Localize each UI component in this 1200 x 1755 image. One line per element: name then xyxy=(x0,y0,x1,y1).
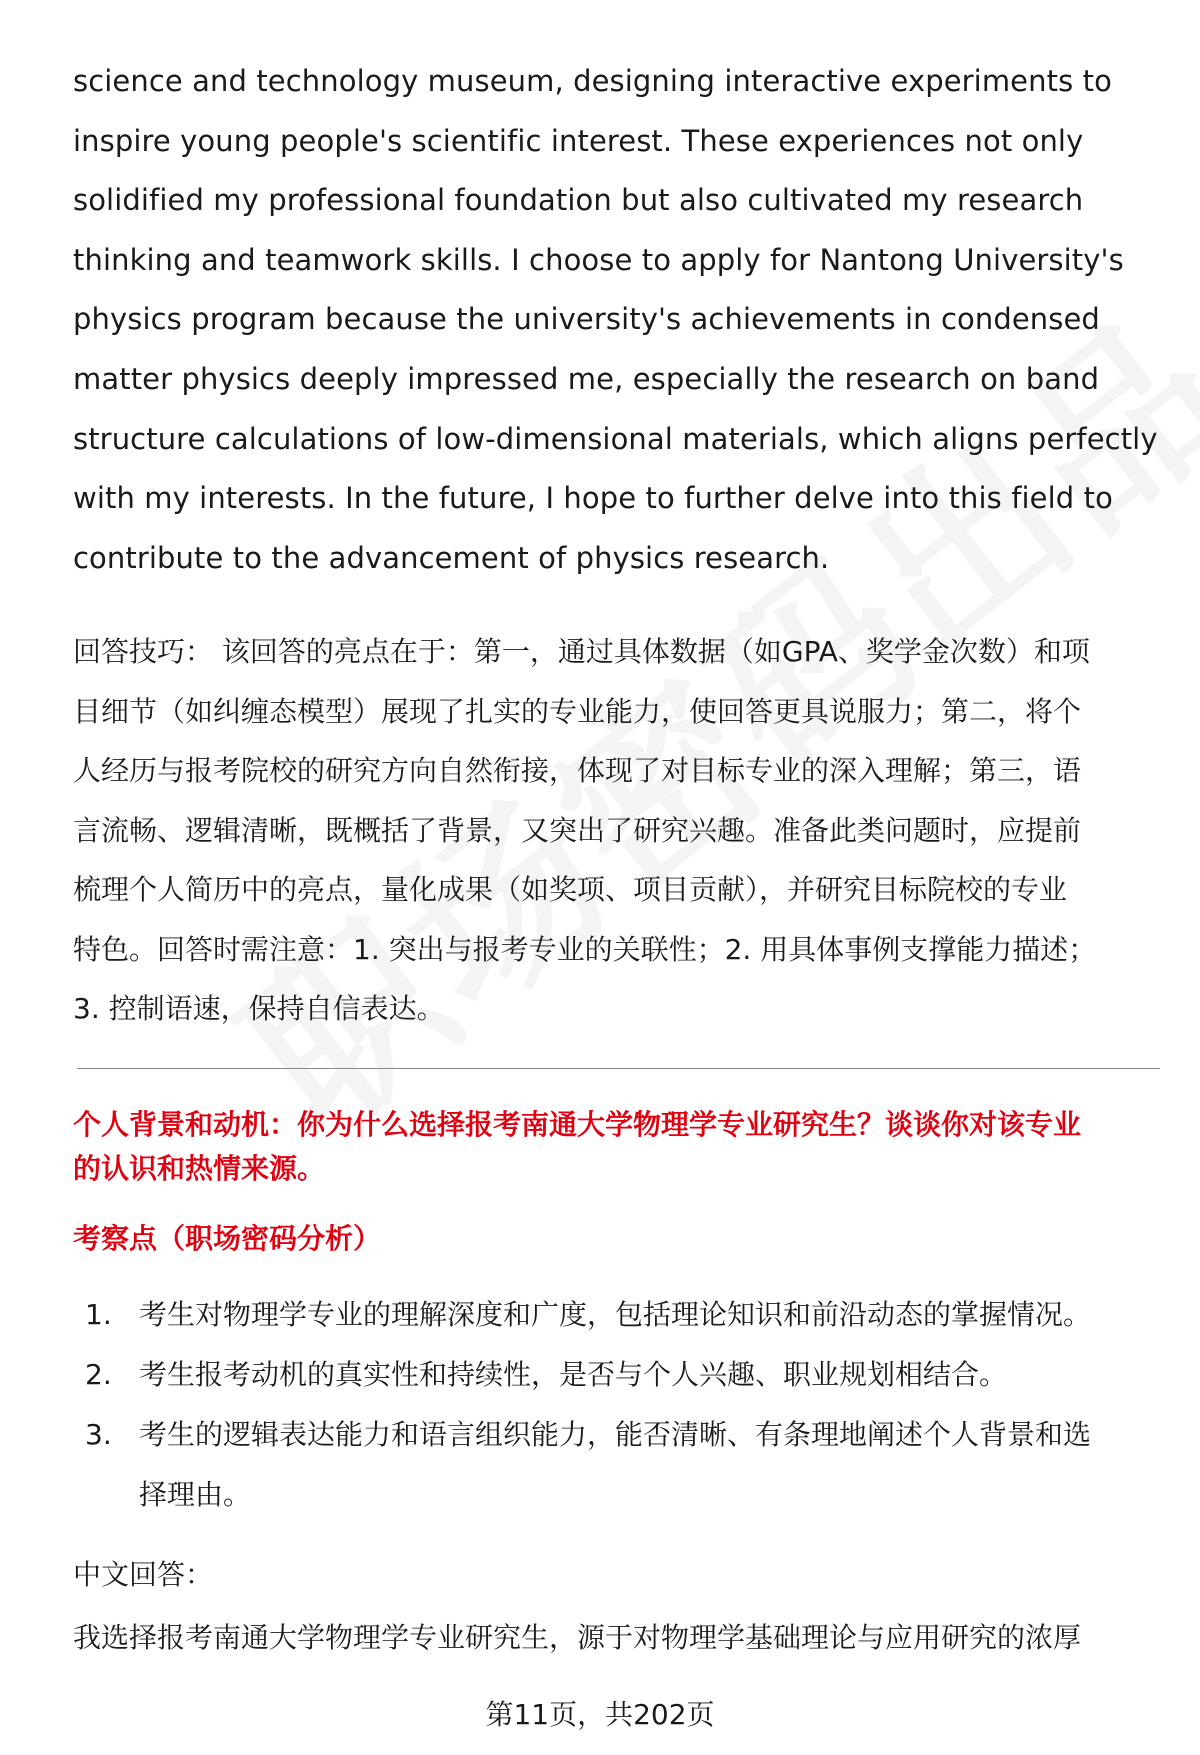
chinese-answer-text: 我选择报考南通大学物理学专业研究生，源于对物理学基础理论与应用研究的浓厚 xyxy=(73,1620,1082,1654)
list-number: 3. xyxy=(85,1417,112,1451)
page-number-footer: 第11页，共202页 xyxy=(485,1698,715,1731)
english-line: solidified my professional foundation but also cultivated my research xyxy=(73,183,1084,218)
tips-line: 目细节（如纠缠态模型）展现了扎实的专业能力，使回答更具说服力；第二，将个 xyxy=(73,694,1082,728)
english-line: with my interests. In the future, I hope to further delve into this field to xyxy=(73,481,1113,516)
list-number: 2. xyxy=(85,1357,112,1391)
question-line: 个人背景和动机：你为什么选择报考南通大学物理学专业研究生？谈谈你对该专业 xyxy=(73,1107,1082,1141)
tips-line: 人经历与报考院校的研究方向自然衔接，体现了对目标专业的深入理解；第三，语 xyxy=(73,754,1082,788)
english-line: matter physics deeply impressed me, especially the research on band xyxy=(73,361,1100,396)
english-answer-paragraph xyxy=(73,52,1163,588)
question-heading xyxy=(73,1103,1163,1191)
tips-line: 梳理个人简历中的亮点，量化成果（如奖项、项目贡献），并研究目标院校的专业 xyxy=(73,873,1068,907)
list-item xyxy=(85,1285,1163,1345)
question-line: 的认识和热情来源。 xyxy=(73,1151,326,1185)
list-item-text: 考生的逻辑表达能力和语言组织能力，能否清晰、有条理地阐述个人背景和选 xyxy=(139,1417,1092,1451)
list-item-text: 考生报考动机的真实性和持续性，是否与个人兴趣、职业规划相结合。 xyxy=(139,1357,1008,1391)
english-line: structure calculations of low-dimensional materials, which aligns perfectly xyxy=(73,421,1158,456)
answer-tips-paragraph xyxy=(73,622,1163,1039)
english-line: science and technology museum, designing interactive experiments to xyxy=(73,64,1112,98)
list-item-text: 考生对物理学专业的理解深度和广度，包括理论知识和前沿动态的掌握情况。 xyxy=(139,1297,1092,1331)
list-item xyxy=(85,1345,1163,1405)
tips-line: 言流畅、逻辑清晰，既概括了背景，又突出了研究兴趣。准备此类问题时，应提前 xyxy=(73,813,1082,847)
tips-line: 回答技巧： 该回答的亮点在于：第一，通过具体数据（如GPA、奖学金次数）和项 xyxy=(73,635,1090,669)
english-line: inspire young people's scientific interest. These experiences not only xyxy=(73,123,1084,158)
document-body xyxy=(73,52,1163,1668)
analysis-points-list xyxy=(73,1285,1163,1525)
chinese-answer-label: 中文回答： xyxy=(73,1557,214,1591)
english-line: thinking and teamwork skills. I choose to apply for Nantong University's xyxy=(73,242,1124,277)
list-item xyxy=(85,1405,1163,1525)
english-line: physics program because the university's achievements in condensed xyxy=(73,302,1100,337)
section-divider xyxy=(77,1068,1160,1069)
list-item-text: 择理由。 xyxy=(139,1477,252,1511)
english-line: contribute to the advancement of physics research. xyxy=(73,540,830,575)
tips-line: 3. 控制语速，保持自信表达。 xyxy=(73,992,445,1026)
list-number: 1. xyxy=(85,1297,112,1331)
analysis-title: 考察点（职场密码分析） xyxy=(73,1221,382,1255)
tips-line: 特色。回答时需注意：1. 突出与报考专业的关联性；2. 用具体事例支撑能力描述； xyxy=(73,932,1097,966)
